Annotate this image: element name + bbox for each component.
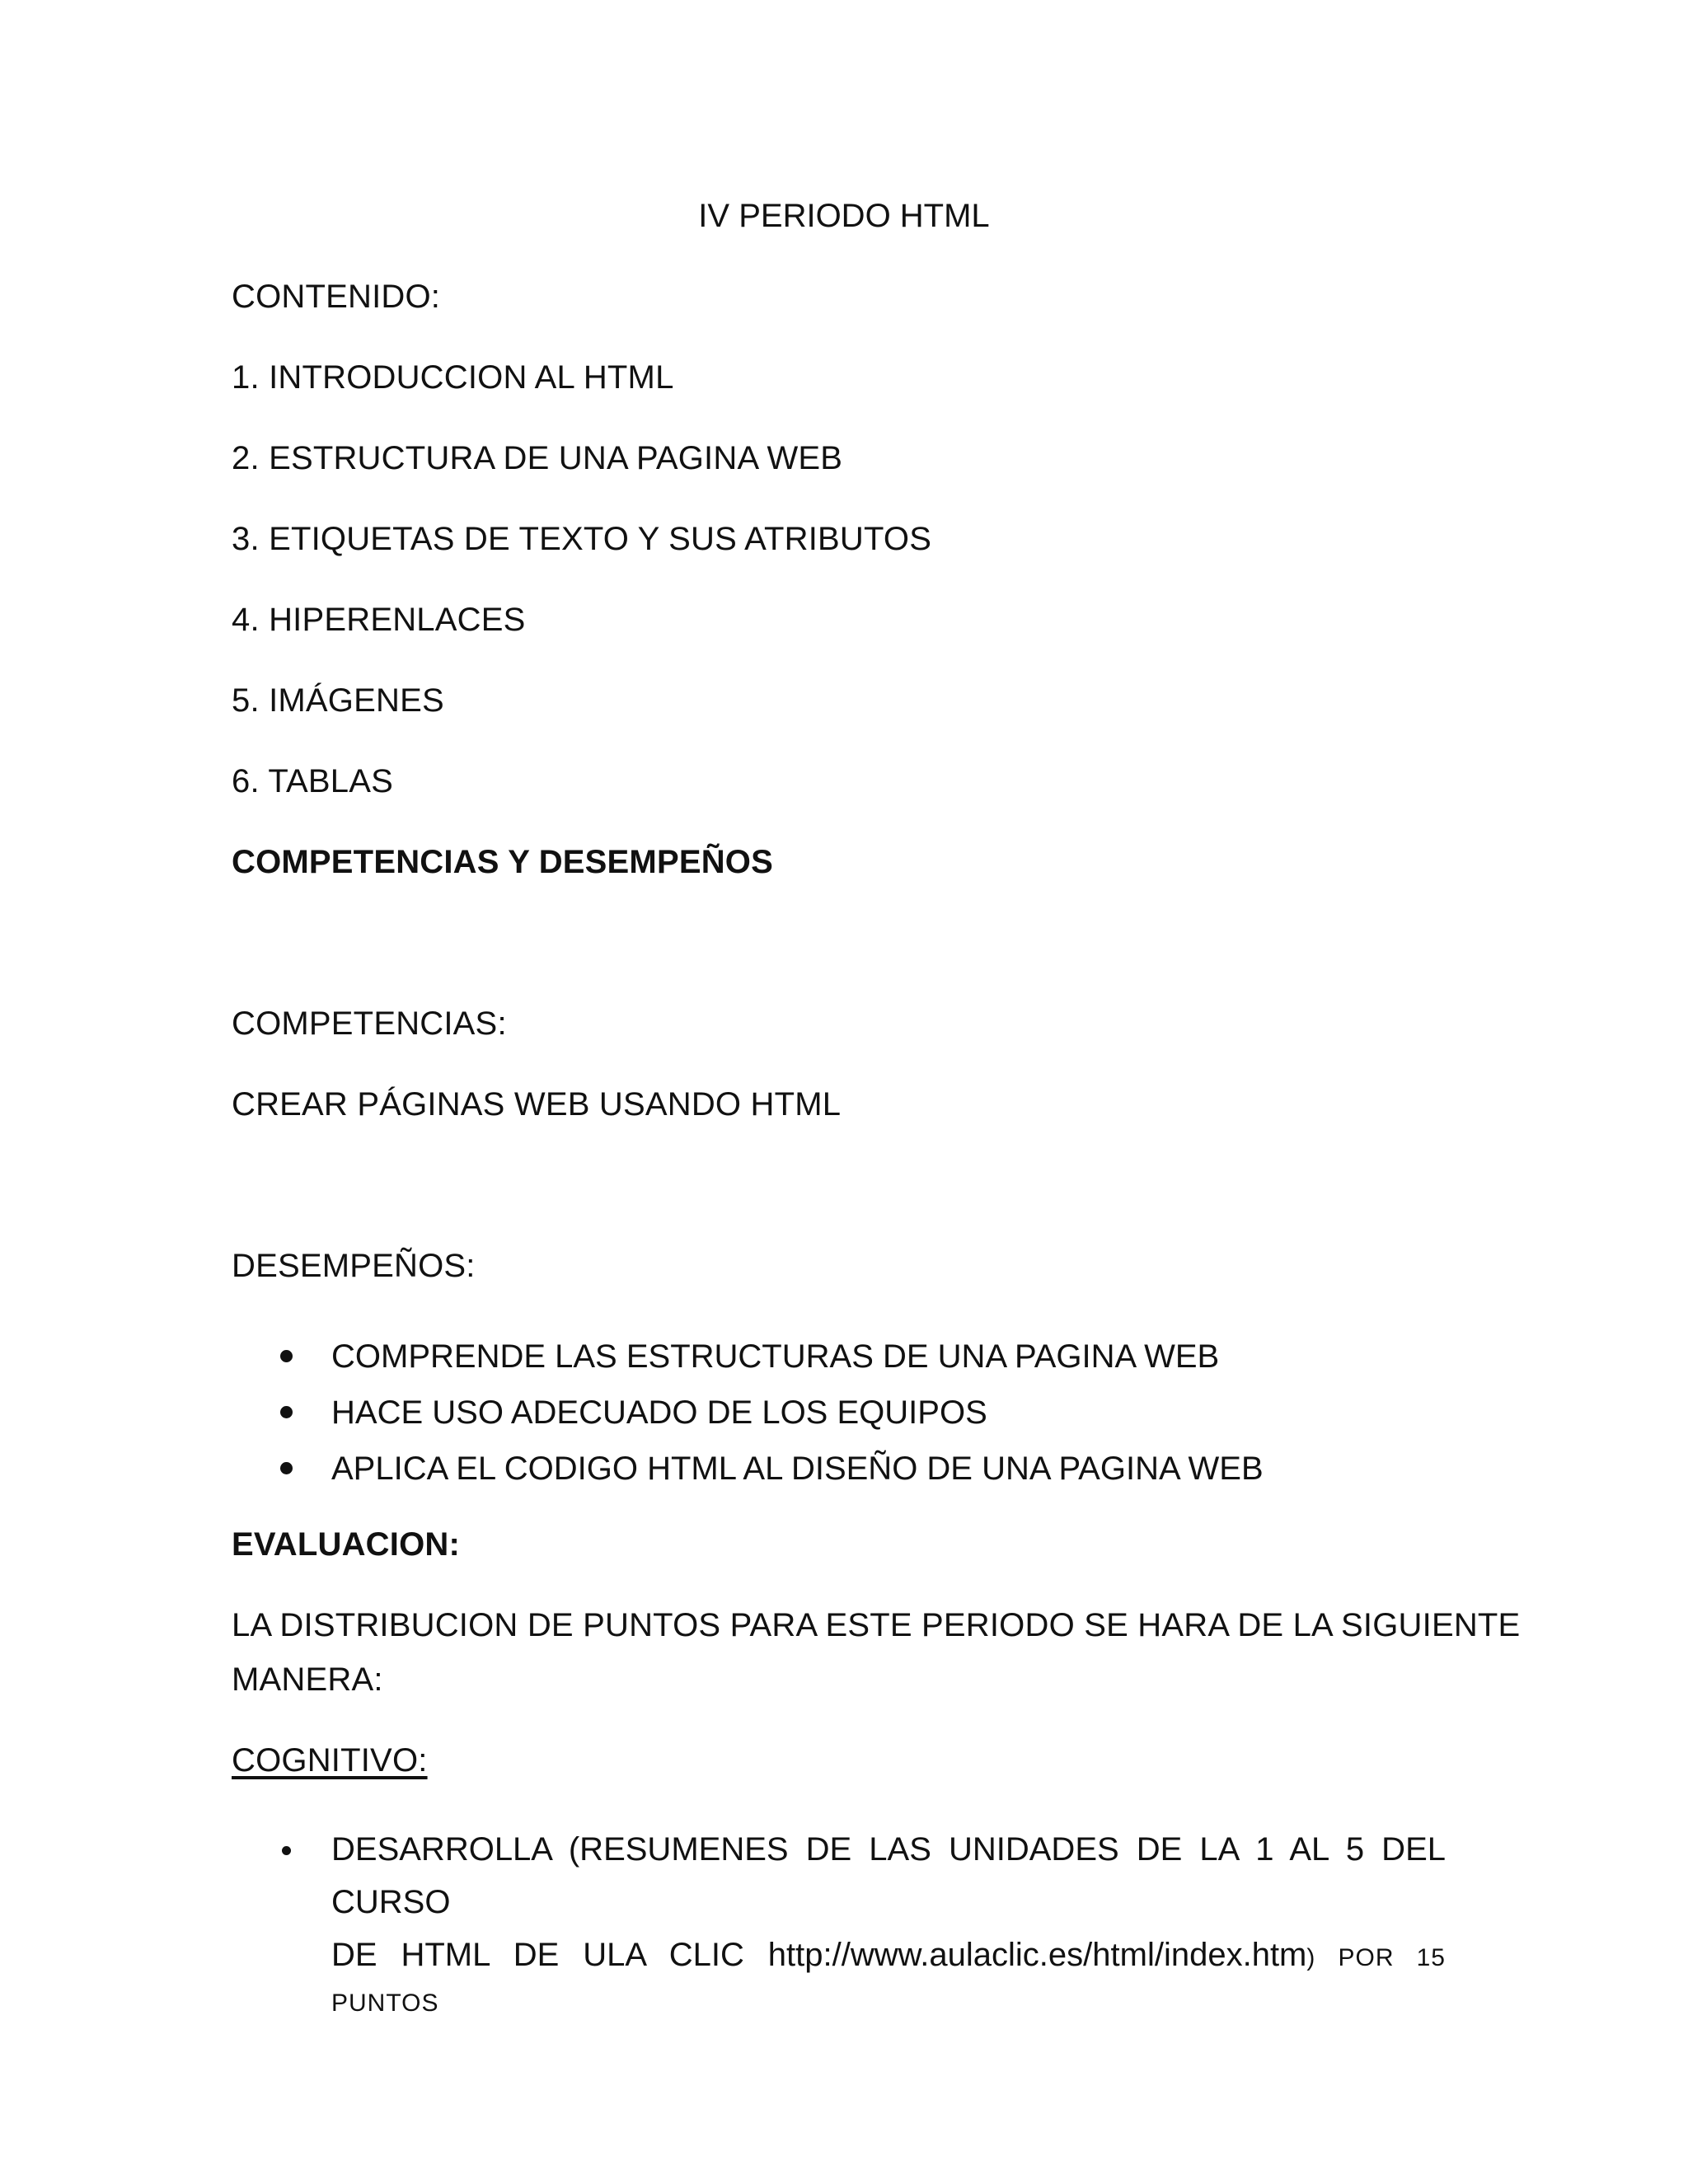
list-item: COMPRENDE LAS ESTRUCTURAS DE UNA PAGINA WEB	[232, 1329, 1264, 1385]
evaluacion-text-line2: MANERA:	[232, 1661, 383, 1698]
list-item	[232, 1823, 1446, 2022]
contenido-item: 4. HIPERENLACES	[232, 602, 526, 638]
cognitivo-item-line2	[331, 1929, 1446, 1985]
contenido-item: 2. ESTRUCTURA DE UNA PAGINA WEB	[232, 440, 843, 476]
evaluacion-heading: EVALUACION:	[232, 1526, 461, 1563]
evaluacion-text-line1: LA DISTRIBUCION DE PUNTOS PARA ESTE PERIODO SE HARA DE LA SIGUIENTE	[232, 1607, 1521, 1643]
competencias-desempenos-heading: COMPETENCIAS Y DESEMPEÑOS	[232, 844, 773, 880]
cognitivo-item-line3: PUNTOS	[331, 1990, 439, 2017]
cognitivo-item-line2-main: DE HTML DE ULA CLIC http://www.aulaclic.es/html/index.htm	[331, 1937, 1307, 1973]
contenido-item: 5. IMÁGENES	[232, 682, 444, 719]
list-item: APLICA EL CODIGO HTML AL DISEÑO DE UNA PAGINA WEB	[232, 1441, 1264, 1497]
list-item: HACE USO ADECUADO DE LOS EQUIPOS	[232, 1385, 1264, 1441]
desempenos-list	[232, 1329, 1264, 1497]
cognitivo-item-line1: DESARROLLA (RESUMENES DE LAS UNIDADES DE LA 1 AL 5 DEL CURSO	[331, 1831, 1446, 1920]
contenido-item: 3. ETIQUETAS DE TEXTO Y SUS ATRIBUTOS	[232, 521, 932, 557]
contenido-item: 1. INTRODUCCION AL HTML	[232, 359, 674, 396]
desempenos-heading: DESEMPEÑOS:	[232, 1248, 476, 1284]
contenido-heading: CONTENIDO:	[232, 279, 441, 315]
contenido-item: 6. TABLAS	[232, 763, 393, 799]
document-title: IV PERIODO HTML	[698, 198, 990, 234]
competencia-text: CREAR PÁGINAS WEB USANDO HTML	[232, 1086, 842, 1122]
cognitivo-item-line2-small: ) POR 15	[1306, 1944, 1446, 1971]
competencias-heading: COMPETENCIAS:	[232, 1005, 507, 1042]
cognitivo-list	[232, 1823, 1446, 2022]
cognitivo-heading: COGNITIVO:	[232, 1742, 428, 1779]
